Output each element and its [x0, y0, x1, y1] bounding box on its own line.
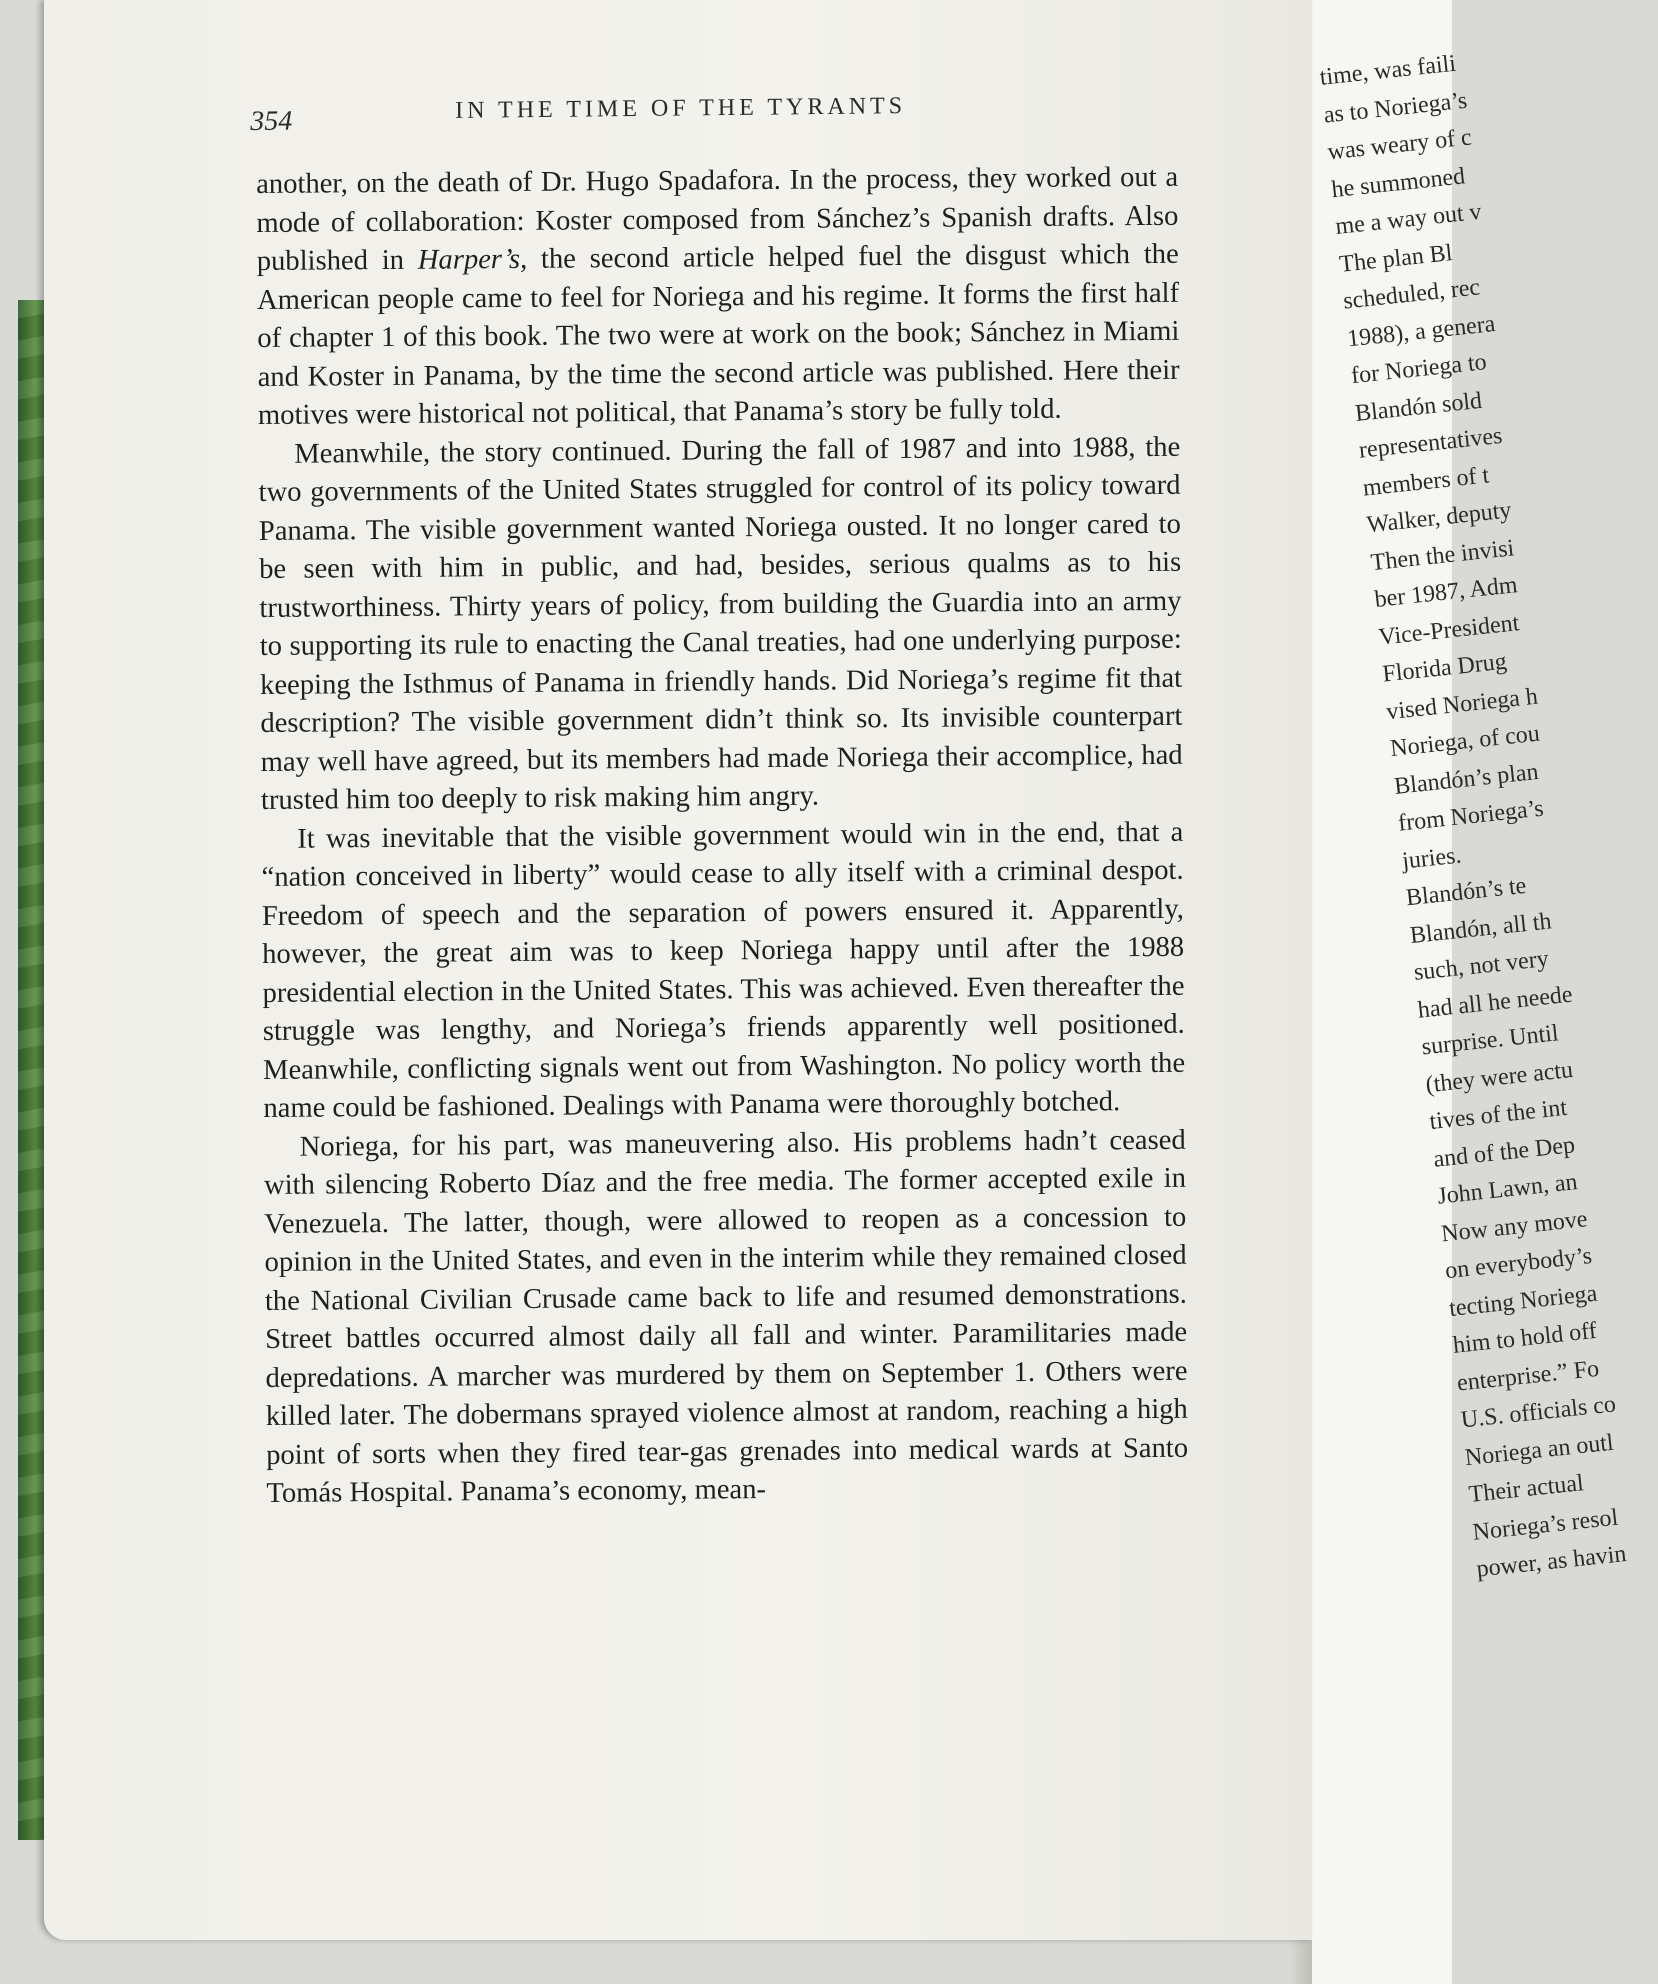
facing-page-line: Blandón sold	[1353, 387, 1484, 427]
facing-page-line: tecting Noriega	[1447, 1280, 1599, 1322]
facing-page-line: he summoned	[1330, 162, 1467, 203]
facing-page-line: as to Noriega’s	[1322, 87, 1469, 129]
paragraph: Meanwhile, the story continued. During the fall of 1987 and into 1988, the two governments of the United States struggled for control of its policy toward Panama. The visible government wanted Noriega ousted. It no longer cared to be seen with him in public, and had, besides, serious qualms as to his trustworthiness. Thirty years of policy, from building the Guardia into an army to supporting its rule to enacting the Canal treaties, had one underlying purpose: keeping the Isthmus of Panama in friendly hands. Did Noriega’s regime fit that description? The visible government didn’t think so. Its invisible counterpart may well have agreed, but its members had made Noriega their accomplice, had trusted him too deeply to risk making him angry.	[258, 431, 1183, 816]
facing-page-line: had all he neede	[1416, 981, 1574, 1024]
facing-page-line: power, as havin	[1475, 1541, 1628, 1583]
facing-page-line: 1988), a genera	[1345, 310, 1497, 352]
facing-page-line: vised Noriega h	[1385, 683, 1540, 725]
facing-page-line: tives of the int	[1428, 1094, 1569, 1136]
facing-page-line: me a way out v	[1334, 198, 1483, 241]
facing-page-line: such, not very	[1412, 945, 1550, 986]
body-text	[256, 159, 1189, 1514]
facing-page-line: Blandón’s plan	[1392, 758, 1540, 800]
paragraph-text: the second article helped fuel the disgust which the American people came to feel for Noriega and his regime. It forms the first half of chapter 1 of this book. The two were at work on the book; Sánchez in Miami and Koster in Panama, by the time the second article was published. Here their motives were historical not political, that Panama’s story be fully told.	[256, 238, 1180, 431]
facing-page-line: Noriega, of cou	[1389, 720, 1541, 763]
facing-page-line: scheduled, rec	[1342, 274, 1482, 315]
facing-page-line: surprise. Until	[1420, 1020, 1560, 1061]
facing-page-line: from Noriega’s	[1396, 795, 1545, 837]
italic-title: Harper’s,	[417, 243, 528, 276]
facing-page-line: Their actual	[1467, 1470, 1585, 1509]
facing-page-line: Noriega an outl	[1463, 1429, 1615, 1471]
facing-page-line: representatives	[1357, 422, 1504, 464]
facing-page-line: ber 1987, Adm	[1373, 572, 1519, 613]
paragraph-text: another, on the death of Dr. Hugo Spadafora. In the process, they worked out a mode of collaboration: Koster composed from Sánchez’s Spanish drafts. Also published in	[256, 161, 1179, 277]
facing-page-line: John Lawn, an	[1436, 1169, 1579, 1210]
facing-page-line: Florida Drug	[1381, 648, 1508, 688]
facing-page-line: Blandón, all th	[1408, 907, 1553, 949]
facing-page-line: Noriega’s resol	[1471, 1504, 1620, 1546]
facing-page-line: Now any move	[1440, 1205, 1589, 1247]
facing-page-line: on everybody’s	[1443, 1243, 1594, 1285]
page-number: 354	[250, 105, 293, 137]
paragraph: It was inevitable that the visible government would win in the end, that a “nation conceived in liberty” would cease to ally itself with a criminal despot. Freedom of speech and the separation of powers ensured it. Apparently, however, the great aim was to keep Noriega happy until after the 1988 presidential election in the United States. This was achieved. Even thereafter the struggle was lengthy, and Noriega’s friends apparently well positioned. Meanwhile, conflicting signals went out from Washington. No policy worth the name could be fashioned. Dealings with Panama were thoroughly botched.	[261, 816, 1186, 1124]
facing-page-line: enterprise.” Fo	[1455, 1355, 1601, 1397]
facing-page-line: for Noriega to	[1349, 349, 1488, 390]
facing-page-line: Vice-President	[1377, 609, 1521, 651]
paragraph: Noriega, for his part, was maneuvering also. His problems hadn’t ceased with silencing Roberto Díaz and the free media. The former accepted exile in Venezuela. The latter, though, were allowed to reopen as a concession to opinion in the United States, and even in the interim while they remained closed the National Civilian Crusade came back to life and resumed demonstrations. Street battles occurred almost daily all fall and winter. Paramilitaries made depredations. A marcher was murdered by them on September 1. Others were killed later. The dobermans sprayed violence almost at random, reaching a high point of sorts when they fired tear-gas grenades into medical wards at Santo Tomás Hospital. Panama’s economy, mean-	[263, 1124, 1189, 1509]
facing-page-line: (they were actu	[1424, 1056, 1575, 1098]
facing-page-line: The plan Bl	[1338, 239, 1454, 278]
facing-page-line: and of the Dep	[1432, 1131, 1577, 1173]
facing-page-line: him to hold off	[1451, 1317, 1598, 1359]
facing-page-line: was weary of c	[1326, 124, 1473, 166]
facing-page-line: time, was faili	[1318, 50, 1458, 91]
book-title: IN THE TIME OF THE TYRANTS	[455, 93, 907, 124]
facing-page-line: Then the invisi	[1369, 534, 1516, 576]
facing-page-line: juries.	[1400, 841, 1463, 875]
facing-page-line: U.S. officials co	[1459, 1391, 1618, 1434]
facing-page-line: Walker, deputy	[1365, 497, 1513, 539]
facing-page-line: Blandón’s te	[1404, 872, 1528, 912]
facing-page-line: members of t	[1361, 461, 1491, 502]
paragraph	[256, 159, 1180, 436]
